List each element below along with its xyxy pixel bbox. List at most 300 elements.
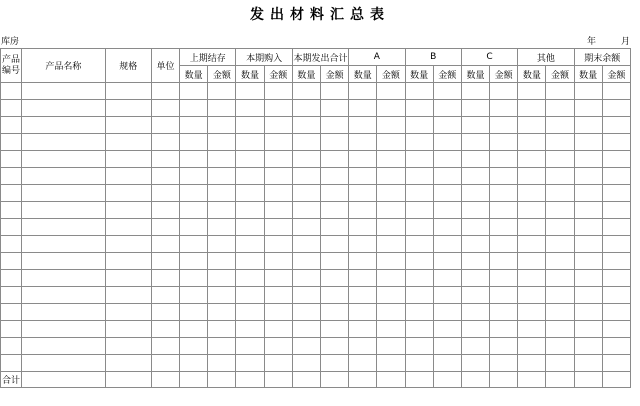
total-cell[interactable]: [518, 372, 546, 388]
table-cell[interactable]: [602, 253, 630, 270]
table-cell[interactable]: [461, 134, 489, 151]
table-cell[interactable]: [105, 100, 151, 117]
table-cell[interactable]: [208, 151, 236, 168]
table-cell[interactable]: [22, 270, 106, 287]
table-cell[interactable]: [236, 287, 264, 304]
table-cell[interactable]: [208, 270, 236, 287]
table-cell[interactable]: [105, 287, 151, 304]
table-cell[interactable]: [461, 253, 489, 270]
table-cell[interactable]: [105, 236, 151, 253]
table-cell[interactable]: [105, 270, 151, 287]
table-cell[interactable]: [180, 304, 208, 321]
table-cell[interactable]: [236, 219, 264, 236]
table-cell[interactable]: [151, 253, 179, 270]
table-cell[interactable]: [574, 304, 602, 321]
table-cell[interactable]: [546, 253, 574, 270]
table-cell[interactable]: [292, 100, 320, 117]
table-cell[interactable]: [1, 355, 22, 372]
table-cell[interactable]: [349, 287, 377, 304]
table-cell[interactable]: [518, 304, 546, 321]
table-cell[interactable]: [151, 338, 179, 355]
table-cell[interactable]: [433, 117, 461, 134]
table-cell[interactable]: [320, 202, 348, 219]
table-cell[interactable]: [180, 219, 208, 236]
table-cell[interactable]: [1, 287, 22, 304]
table-cell[interactable]: [405, 151, 433, 168]
table-cell[interactable]: [518, 168, 546, 185]
table-cell[interactable]: [180, 117, 208, 134]
table-cell[interactable]: [461, 270, 489, 287]
table-cell[interactable]: [405, 185, 433, 202]
table-cell[interactable]: [236, 338, 264, 355]
table-cell[interactable]: [349, 355, 377, 372]
table-cell[interactable]: [320, 270, 348, 287]
table-cell[interactable]: [433, 219, 461, 236]
table-cell[interactable]: [349, 151, 377, 168]
table-cell[interactable]: [546, 202, 574, 219]
table-cell[interactable]: [292, 202, 320, 219]
table-cell[interactable]: [574, 202, 602, 219]
table-cell[interactable]: [546, 287, 574, 304]
table-cell[interactable]: [602, 100, 630, 117]
table-cell[interactable]: [320, 287, 348, 304]
table-cell[interactable]: [490, 134, 518, 151]
table-cell[interactable]: [433, 270, 461, 287]
table-cell[interactable]: [320, 321, 348, 338]
table-cell[interactable]: [236, 321, 264, 338]
table-cell[interactable]: [602, 338, 630, 355]
total-cell[interactable]: [490, 372, 518, 388]
table-cell[interactable]: [236, 100, 264, 117]
table-cell[interactable]: [490, 321, 518, 338]
table-cell[interactable]: [151, 304, 179, 321]
table-cell[interactable]: [180, 100, 208, 117]
table-cell[interactable]: [461, 168, 489, 185]
table-cell[interactable]: [490, 83, 518, 100]
table-cell[interactable]: [433, 355, 461, 372]
table-cell[interactable]: [461, 202, 489, 219]
table-cell[interactable]: [349, 134, 377, 151]
table-cell[interactable]: [349, 304, 377, 321]
table-cell[interactable]: [320, 117, 348, 134]
table-cell[interactable]: [264, 287, 292, 304]
table-cell[interactable]: [405, 355, 433, 372]
table-cell[interactable]: [518, 202, 546, 219]
total-cell[interactable]: [405, 372, 433, 388]
table-cell[interactable]: [546, 236, 574, 253]
table-cell[interactable]: [22, 202, 106, 219]
table-cell[interactable]: [264, 270, 292, 287]
total-cell[interactable]: [433, 372, 461, 388]
table-cell[interactable]: [405, 168, 433, 185]
table-cell[interactable]: [236, 202, 264, 219]
table-cell[interactable]: [292, 236, 320, 253]
table-cell[interactable]: [377, 287, 405, 304]
table-cell[interactable]: [602, 304, 630, 321]
table-cell[interactable]: [22, 134, 106, 151]
table-cell[interactable]: [461, 287, 489, 304]
table-cell[interactable]: [180, 236, 208, 253]
table-cell[interactable]: [490, 168, 518, 185]
total-cell[interactable]: [320, 372, 348, 388]
table-cell[interactable]: [151, 202, 179, 219]
table-cell[interactable]: [433, 338, 461, 355]
table-cell[interactable]: [105, 117, 151, 134]
table-cell[interactable]: [1, 236, 22, 253]
table-cell[interactable]: [377, 100, 405, 117]
table-cell[interactable]: [574, 185, 602, 202]
table-cell[interactable]: [236, 355, 264, 372]
table-cell[interactable]: [105, 168, 151, 185]
table-cell[interactable]: [264, 219, 292, 236]
table-cell[interactable]: [208, 338, 236, 355]
table-cell[interactable]: [461, 117, 489, 134]
table-cell[interactable]: [574, 134, 602, 151]
table-cell[interactable]: [377, 168, 405, 185]
table-cell[interactable]: [292, 134, 320, 151]
table-cell[interactable]: [1, 100, 22, 117]
table-cell[interactable]: [602, 321, 630, 338]
table-cell[interactable]: [264, 168, 292, 185]
table-cell[interactable]: [208, 202, 236, 219]
table-cell[interactable]: [490, 151, 518, 168]
table-cell[interactable]: [461, 338, 489, 355]
table-cell[interactable]: [461, 100, 489, 117]
table-cell[interactable]: [236, 304, 264, 321]
table-cell[interactable]: [574, 117, 602, 134]
table-cell[interactable]: [602, 355, 630, 372]
table-cell[interactable]: [574, 253, 602, 270]
table-cell[interactable]: [208, 253, 236, 270]
table-cell[interactable]: [180, 168, 208, 185]
total-cell[interactable]: [461, 372, 489, 388]
table-cell[interactable]: [22, 185, 106, 202]
table-cell[interactable]: [602, 185, 630, 202]
table-cell[interactable]: [264, 338, 292, 355]
table-cell[interactable]: [151, 287, 179, 304]
table-cell[interactable]: [546, 83, 574, 100]
table-cell[interactable]: [546, 134, 574, 151]
table-cell[interactable]: [264, 100, 292, 117]
table-cell[interactable]: [546, 355, 574, 372]
table-cell[interactable]: [236, 270, 264, 287]
table-cell[interactable]: [1, 151, 22, 168]
table-cell[interactable]: [292, 304, 320, 321]
table-cell[interactable]: [405, 287, 433, 304]
table-cell[interactable]: [208, 236, 236, 253]
table-cell[interactable]: [1, 83, 22, 100]
table-cell[interactable]: [264, 321, 292, 338]
table-cell[interactable]: [236, 83, 264, 100]
table-cell[interactable]: [180, 134, 208, 151]
table-cell[interactable]: [320, 83, 348, 100]
table-cell[interactable]: [22, 168, 106, 185]
table-cell[interactable]: [377, 355, 405, 372]
table-cell[interactable]: [377, 321, 405, 338]
table-cell[interactable]: [602, 83, 630, 100]
table-cell[interactable]: [105, 338, 151, 355]
table-cell[interactable]: [180, 202, 208, 219]
table-cell[interactable]: [461, 355, 489, 372]
table-cell[interactable]: [292, 185, 320, 202]
table-cell[interactable]: [22, 338, 106, 355]
table-cell[interactable]: [22, 355, 106, 372]
table-cell[interactable]: [320, 134, 348, 151]
table-cell[interactable]: [574, 151, 602, 168]
table-cell[interactable]: [377, 185, 405, 202]
table-cell[interactable]: [264, 185, 292, 202]
table-cell[interactable]: [490, 270, 518, 287]
table-cell[interactable]: [1, 304, 22, 321]
table-cell[interactable]: [208, 117, 236, 134]
table-cell[interactable]: [105, 304, 151, 321]
total-cell[interactable]: [602, 372, 630, 388]
table-cell[interactable]: [22, 100, 106, 117]
table-cell[interactable]: [405, 219, 433, 236]
table-cell[interactable]: [292, 117, 320, 134]
table-cell[interactable]: [461, 83, 489, 100]
table-cell[interactable]: [461, 304, 489, 321]
table-cell[interactable]: [236, 236, 264, 253]
table-cell[interactable]: [1, 321, 22, 338]
table-cell[interactable]: [490, 236, 518, 253]
table-cell[interactable]: [433, 304, 461, 321]
table-cell[interactable]: [518, 253, 546, 270]
table-cell[interactable]: [518, 100, 546, 117]
table-cell[interactable]: [574, 219, 602, 236]
table-cell[interactable]: [461, 185, 489, 202]
table-cell[interactable]: [461, 321, 489, 338]
table-cell[interactable]: [349, 100, 377, 117]
table-cell[interactable]: [405, 321, 433, 338]
table-cell[interactable]: [546, 117, 574, 134]
table-cell[interactable]: [22, 321, 106, 338]
total-cell[interactable]: [292, 372, 320, 388]
table-cell[interactable]: [22, 83, 106, 100]
table-cell[interactable]: [377, 236, 405, 253]
table-cell[interactable]: [208, 185, 236, 202]
table-cell[interactable]: [180, 151, 208, 168]
table-cell[interactable]: [1, 202, 22, 219]
table-cell[interactable]: [518, 219, 546, 236]
table-cell[interactable]: [1, 253, 22, 270]
table-cell[interactable]: [405, 117, 433, 134]
table-cell[interactable]: [546, 168, 574, 185]
table-cell[interactable]: [349, 321, 377, 338]
table-cell[interactable]: [433, 185, 461, 202]
table-cell[interactable]: [236, 253, 264, 270]
table-cell[interactable]: [405, 236, 433, 253]
table-cell[interactable]: [490, 338, 518, 355]
table-cell[interactable]: [518, 83, 546, 100]
table-cell[interactable]: [461, 151, 489, 168]
table-cell[interactable]: [518, 236, 546, 253]
table-cell[interactable]: [574, 100, 602, 117]
table-cell[interactable]: [433, 168, 461, 185]
table-cell[interactable]: [490, 355, 518, 372]
table-cell[interactable]: [180, 338, 208, 355]
table-cell[interactable]: [433, 134, 461, 151]
table-cell[interactable]: [208, 287, 236, 304]
table-cell[interactable]: [208, 83, 236, 100]
table-cell[interactable]: [105, 253, 151, 270]
table-cell[interactable]: [574, 287, 602, 304]
table-cell[interactable]: [264, 253, 292, 270]
table-cell[interactable]: [518, 270, 546, 287]
table-cell[interactable]: [490, 304, 518, 321]
table-cell[interactable]: [236, 134, 264, 151]
table-cell[interactable]: [602, 202, 630, 219]
table-cell[interactable]: [349, 253, 377, 270]
table-cell[interactable]: [22, 253, 106, 270]
table-cell[interactable]: [22, 236, 106, 253]
table-cell[interactable]: [151, 270, 179, 287]
table-cell[interactable]: [1, 134, 22, 151]
total-cell[interactable]: [264, 372, 292, 388]
table-cell[interactable]: [105, 134, 151, 151]
table-cell[interactable]: [22, 304, 106, 321]
table-cell[interactable]: [377, 253, 405, 270]
table-cell[interactable]: [546, 100, 574, 117]
total-cell[interactable]: [574, 372, 602, 388]
table-cell[interactable]: [546, 321, 574, 338]
table-cell[interactable]: [433, 321, 461, 338]
table-cell[interactable]: [518, 355, 546, 372]
table-cell[interactable]: [574, 338, 602, 355]
table-cell[interactable]: [405, 304, 433, 321]
table-cell[interactable]: [546, 304, 574, 321]
table-cell[interactable]: [105, 83, 151, 100]
table-cell[interactable]: [1, 185, 22, 202]
table-cell[interactable]: [292, 270, 320, 287]
table-cell[interactable]: [151, 185, 179, 202]
table-cell[interactable]: [349, 83, 377, 100]
table-cell[interactable]: [405, 270, 433, 287]
table-cell[interactable]: [405, 100, 433, 117]
table-cell[interactable]: [574, 321, 602, 338]
table-cell[interactable]: [180, 253, 208, 270]
table-cell[interactable]: [236, 117, 264, 134]
table-cell[interactable]: [518, 134, 546, 151]
table-cell[interactable]: [264, 202, 292, 219]
table-cell[interactable]: [546, 219, 574, 236]
table-cell[interactable]: [151, 100, 179, 117]
table-cell[interactable]: [490, 219, 518, 236]
table-cell[interactable]: [518, 151, 546, 168]
table-cell[interactable]: [151, 168, 179, 185]
table-cell[interactable]: [405, 83, 433, 100]
table-cell[interactable]: [602, 117, 630, 134]
table-cell[interactable]: [292, 321, 320, 338]
table-cell[interactable]: [433, 236, 461, 253]
table-cell[interactable]: [405, 134, 433, 151]
table-cell[interactable]: [208, 134, 236, 151]
table-cell[interactable]: [151, 117, 179, 134]
table-cell[interactable]: [433, 202, 461, 219]
table-cell[interactable]: [377, 151, 405, 168]
table-cell[interactable]: [602, 287, 630, 304]
table-cell[interactable]: [264, 304, 292, 321]
table-cell[interactable]: [602, 151, 630, 168]
table-cell[interactable]: [405, 202, 433, 219]
table-cell[interactable]: [180, 185, 208, 202]
table-cell[interactable]: [349, 236, 377, 253]
table-cell[interactable]: [490, 185, 518, 202]
table-cell[interactable]: [377, 83, 405, 100]
table-cell[interactable]: [264, 117, 292, 134]
table-cell[interactable]: [1, 117, 22, 134]
table-cell[interactable]: [377, 304, 405, 321]
total-cell[interactable]: [208, 372, 236, 388]
table-cell[interactable]: [349, 202, 377, 219]
total-cell[interactable]: [180, 372, 208, 388]
table-cell[interactable]: [208, 219, 236, 236]
table-cell[interactable]: [292, 287, 320, 304]
table-cell[interactable]: [574, 83, 602, 100]
table-cell[interactable]: [461, 219, 489, 236]
table-cell[interactable]: [105, 219, 151, 236]
table-cell[interactable]: [546, 185, 574, 202]
table-cell[interactable]: [208, 168, 236, 185]
table-cell[interactable]: [22, 151, 106, 168]
table-cell[interactable]: [349, 270, 377, 287]
table-cell[interactable]: [518, 338, 546, 355]
table-cell[interactable]: [377, 270, 405, 287]
table-cell[interactable]: [151, 151, 179, 168]
table-cell[interactable]: [518, 321, 546, 338]
table-cell[interactable]: [208, 321, 236, 338]
table-cell[interactable]: [208, 100, 236, 117]
table-cell[interactable]: [264, 236, 292, 253]
total-cell[interactable]: [22, 372, 106, 388]
table-cell[interactable]: [320, 151, 348, 168]
table-cell[interactable]: [180, 287, 208, 304]
table-cell[interactable]: [546, 270, 574, 287]
table-cell[interactable]: [377, 202, 405, 219]
table-cell[interactable]: [377, 219, 405, 236]
table-cell[interactable]: [377, 338, 405, 355]
table-cell[interactable]: [22, 219, 106, 236]
table-cell[interactable]: [546, 151, 574, 168]
table-cell[interactable]: [22, 287, 106, 304]
table-cell[interactable]: [180, 321, 208, 338]
table-cell[interactable]: [236, 151, 264, 168]
table-cell[interactable]: [105, 321, 151, 338]
table-cell[interactable]: [292, 355, 320, 372]
table-cell[interactable]: [22, 117, 106, 134]
table-cell[interactable]: [602, 168, 630, 185]
table-cell[interactable]: [490, 100, 518, 117]
table-cell[interactable]: [1, 338, 22, 355]
table-cell[interactable]: [349, 338, 377, 355]
table-cell[interactable]: [320, 100, 348, 117]
table-cell[interactable]: [1, 219, 22, 236]
table-cell[interactable]: [292, 83, 320, 100]
table-cell[interactable]: [180, 355, 208, 372]
table-cell[interactable]: [151, 321, 179, 338]
total-cell[interactable]: [236, 372, 264, 388]
table-cell[interactable]: [236, 168, 264, 185]
table-cell[interactable]: [1, 168, 22, 185]
table-cell[interactable]: [180, 270, 208, 287]
table-cell[interactable]: [574, 168, 602, 185]
table-cell[interactable]: [208, 304, 236, 321]
table-cell[interactable]: [320, 236, 348, 253]
table-cell[interactable]: [151, 219, 179, 236]
table-cell[interactable]: [518, 287, 546, 304]
table-cell[interactable]: [105, 151, 151, 168]
table-cell[interactable]: [320, 253, 348, 270]
